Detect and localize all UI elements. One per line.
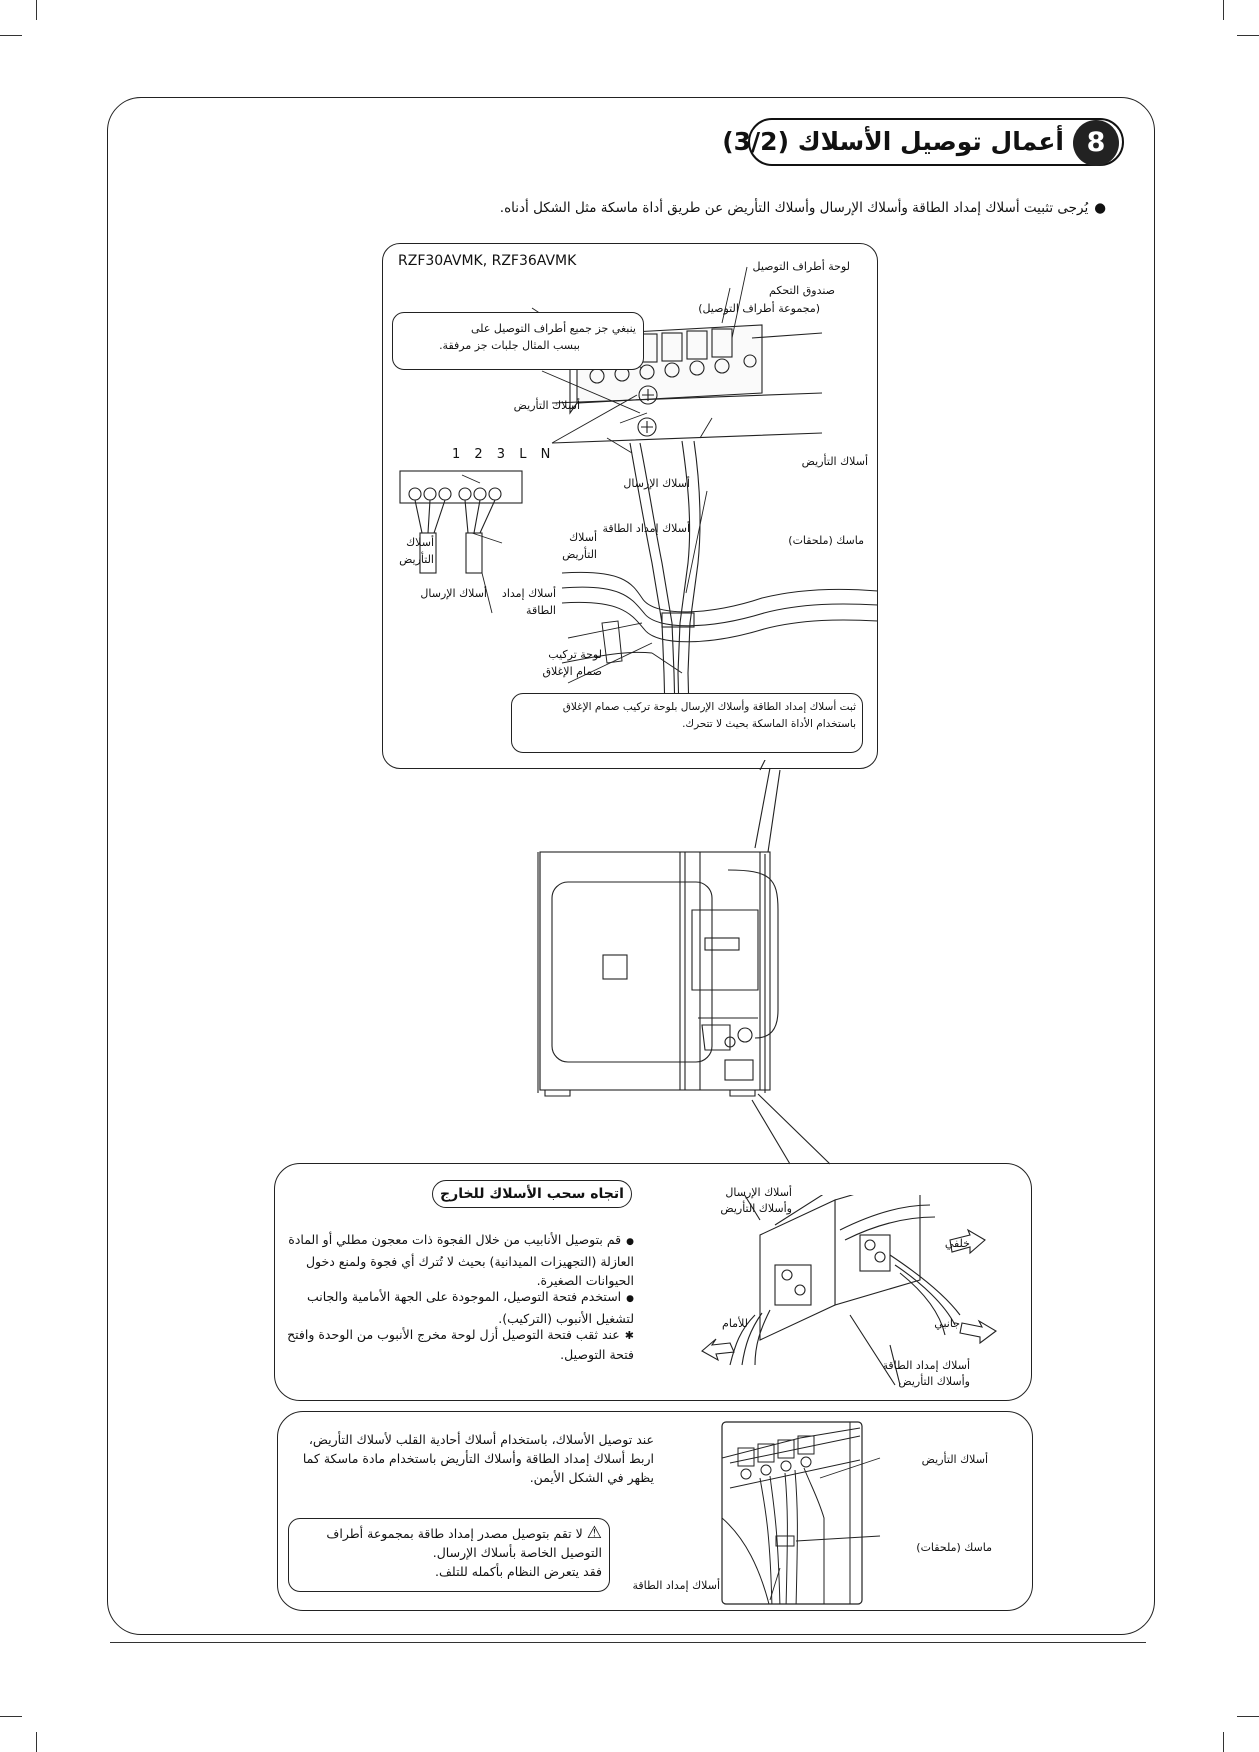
- label-ground-mid-1: أسلاك: [569, 531, 597, 544]
- crop-mark: [0, 35, 22, 36]
- bottom-text-line-2: اربط أسلاك إمداد الطاقة وأسلاك التأريض باستخدام مادة ماسكة كما: [302, 1451, 654, 1466]
- label-tx-left: أسلاك الإرسال: [420, 587, 487, 600]
- label-power-left-1: أسلاك إمداد: [501, 587, 556, 600]
- label-wires-tx: أسلاك الإرسال: [725, 1186, 792, 1199]
- crop-mark: [0, 1716, 22, 1717]
- warning-line-1: ⚠لا تقم بتوصيل مصدر إمداد طاقة بمجموعة أطراف: [326, 1523, 602, 1543]
- label-terminal-board: لوحة أطراف التوصيل: [752, 260, 850, 273]
- warning-icon: ⚠: [586, 1523, 602, 1543]
- bullet-icon: ●: [1094, 200, 1106, 216]
- label-plate-2: صمام الإغلاق: [542, 665, 602, 678]
- bottom-text-line-1: عند توصيل الأسلاك، باستخدام أسلاك أحادية القلب لأسلاك التأريض،: [308, 1432, 654, 1447]
- crimp-note-line-2: ببسب المثال جلبات جز مرفقة.: [439, 339, 580, 352]
- crop-mark: [1237, 1716, 1259, 1717]
- note-star-icon: ✱: [624, 1329, 634, 1342]
- crimp-note-line-1: ينبغي جز جميع أطراف التوصيل على: [471, 322, 636, 335]
- bullet-icon: ●: [626, 1237, 634, 1247]
- intro-paragraph: [470, 198, 1106, 218]
- bottom-text: [290, 1430, 654, 1487]
- terminal-closeup-drawing: [700, 1418, 1020, 1608]
- terminal-numbers: 1 2 3 L N: [452, 447, 556, 462]
- outdoor-unit-drawing: [530, 760, 860, 1180]
- section-title: أعمال توصيل الأسلاك (3/2): [722, 127, 1064, 156]
- bottom-text-line-3: يظهر في الشكل الأيمن.: [529, 1470, 654, 1485]
- warning-text: [296, 1524, 602, 1581]
- label-ground-left-2: التأريض: [399, 553, 434, 566]
- section-number-badge: 8: [1073, 120, 1119, 166]
- label-side: جانبي: [934, 1317, 960, 1330]
- label-control-box-sub: (مجموعة أطراف التوصيل): [698, 302, 820, 315]
- label-power-left-2: الطاقة: [526, 604, 556, 617]
- label-ground-wires: أسلاك التأريض: [513, 399, 580, 412]
- label-ground-mid-2: التأريض: [562, 548, 597, 561]
- warning-line-3: فقد يتعرض النظام بأكمله للتلف.: [435, 1564, 602, 1579]
- direction-title: اتجاه سحب الأسلاك للخارج: [440, 1186, 624, 1202]
- intro-text: يُرجى تثبيت أسلاك إمداد الطاقة وأسلاك الإرسال وأسلاك التأريض عن طريق أداة ماسكة مثل الشكل أدناه.: [499, 200, 1089, 216]
- label-bottom-power: أسلاك إمداد الطاقة: [632, 1579, 720, 1592]
- label-dir-power: أسلاك إمداد الطاقة: [882, 1359, 970, 1372]
- fix-note-line-1: ثبت أسلاك إمداد الطاقة وأسلاك الإرسال بلوحة تركيب صمام الإغلاق: [562, 701, 856, 713]
- fix-note-line-2: باستخدام الأداة الماسكة بحيث لا تتحرك.: [682, 718, 856, 730]
- label-wires-ground: وأسلاك التأريض: [720, 1202, 792, 1215]
- label-ground-left-1: أسلاك: [406, 536, 434, 549]
- direction-item: ●قم بتوصيل الأنابيب من خلال الفجوة ذات معجون مطلي أو المادة العازلة (التجهيزات الميدانية) بحيث لا تُترك أي فجوة ولمنع دخول الحيوانات الصغيرة.: [288, 1232, 634, 1288]
- label-bottom-ground: أسلاك التأريض: [921, 1453, 988, 1466]
- label-power-wires: أسلاك إمداد الطاقة: [602, 522, 690, 535]
- label-clamp: ماسك (ملحقات): [788, 534, 864, 547]
- label-rear: خلفي: [944, 1237, 970, 1250]
- label-bottom-clamp: ماسك (ملحقات): [916, 1541, 992, 1554]
- label-dir-power-ground: وأسلاك التأريض: [898, 1375, 970, 1388]
- bullet-icon: ●: [626, 1294, 634, 1304]
- crop-mark: [1223, 1732, 1224, 1752]
- label-transmission-wires: أسلاك الإرسال: [623, 477, 690, 490]
- crop-mark: [36, 1732, 37, 1752]
- label-ground-wires-right: أسلاك التأريض: [801, 455, 868, 468]
- model-name: RZF30AVMK, RZF36AVMK: [398, 253, 577, 269]
- footer-rule: [110, 1642, 1146, 1643]
- warning-line-2: التوصيل الخاصة بأسلاك الإرسال.: [432, 1545, 602, 1560]
- crop-mark: [1237, 35, 1259, 36]
- label-front: للأمام: [722, 1317, 748, 1330]
- label-control-box: صندوق التحكم: [769, 284, 835, 297]
- crop-mark: [1223, 0, 1224, 20]
- direction-item: ●استخدم فتحة التوصيل، الموجودة على الجهة الأمامية والجانب لتشغيل الأنبوب (التركيب).: [307, 1289, 634, 1326]
- direction-item: ✱عند ثقب فتحة التوصيل أزل لوحة مخرج الأنبوب من الوحدة وافتح فتحة التوصيل.: [287, 1327, 634, 1362]
- label-plate-1: لوحة تركيب: [548, 648, 602, 661]
- crop-mark: [36, 0, 37, 20]
